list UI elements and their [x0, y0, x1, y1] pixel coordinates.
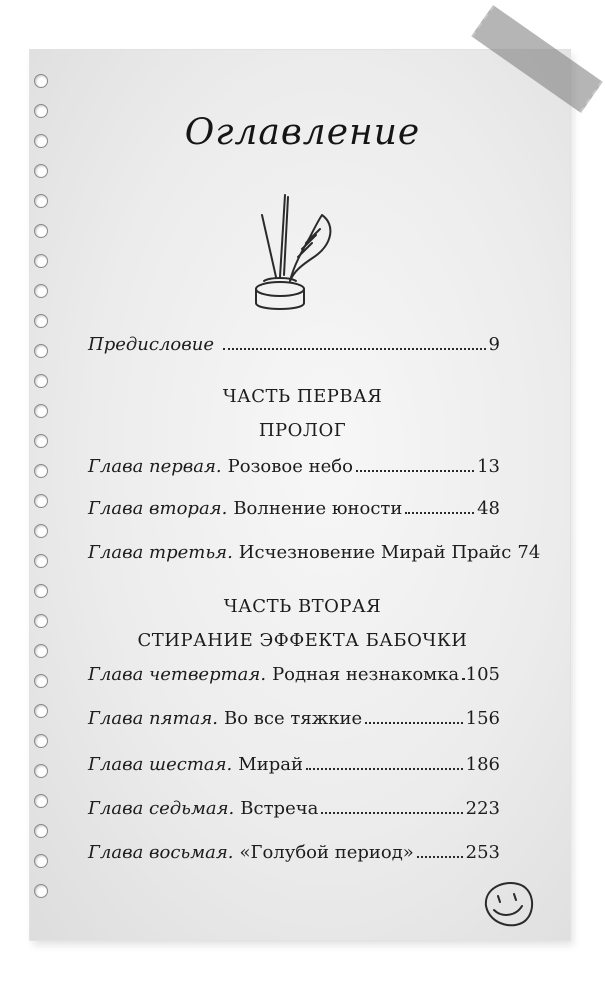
hole — [34, 794, 48, 808]
hole — [34, 314, 48, 328]
hole — [34, 554, 48, 568]
toc-entry-label: Глава седьмая. — [88, 798, 235, 819]
leader-dots — [306, 754, 463, 770]
hole — [34, 854, 48, 868]
toc-entry-page: 223 — [465, 798, 500, 819]
toc-entry-text: «Голубой период» — [239, 842, 414, 863]
spiral-holes — [30, 50, 60, 940]
hole — [34, 704, 48, 718]
toc-entry-page: 9 — [488, 334, 500, 355]
toc-entry-preface[interactable] — [88, 334, 500, 356]
toc-entry-label: Глава восьмая. — [88, 842, 234, 863]
hole — [34, 194, 48, 208]
hole — [34, 164, 48, 178]
part-subtitle: СТИРАНИЕ ЭФФЕКТА БАБОЧКИ — [137, 630, 468, 651]
hole — [34, 344, 48, 358]
toc-entry-page: 253 — [465, 842, 500, 863]
toc-entry-text: Во все тяжкие — [224, 708, 363, 729]
leader-dots — [223, 334, 486, 350]
hole — [34, 524, 48, 538]
hole — [34, 674, 48, 688]
toc-entry-page: 48 — [477, 498, 500, 519]
toc-entry-page: 105 — [465, 664, 500, 685]
toc-entry[interactable] — [88, 708, 500, 730]
toc-entry-label: Глава первая. — [88, 456, 222, 477]
toc-entry[interactable] — [88, 542, 541, 564]
leader-dots — [356, 456, 474, 472]
hole — [34, 254, 48, 268]
hole — [34, 494, 48, 508]
toc-entry-text: Волнение юности — [233, 498, 403, 519]
toc-entry[interactable] — [88, 754, 500, 776]
toc-entry[interactable] — [88, 842, 500, 864]
toc-entry-label: Глава вторая. — [88, 498, 228, 519]
inkwell-quill-icon — [240, 185, 350, 325]
smiley-face-icon — [478, 876, 538, 930]
part-subtitle: ПРОЛОГ — [258, 420, 347, 441]
toc-entry-label: Предисловие — [88, 334, 214, 355]
hole — [34, 284, 48, 298]
toc-entry-page: 74 — [517, 542, 541, 563]
leader-dots — [405, 498, 474, 514]
toc-entry-label: Глава пятая. — [88, 708, 218, 729]
hole — [34, 464, 48, 478]
toc-entry-text: Родная незнакомка — [272, 664, 460, 685]
hole — [34, 764, 48, 778]
toc-entry[interactable] — [88, 498, 500, 520]
toc-entry[interactable] — [88, 456, 500, 478]
toc-entry[interactable] — [88, 798, 500, 820]
toc-entry-text: Мирай — [238, 754, 303, 775]
hole — [34, 224, 48, 238]
toc-entry-text: Розовое небо — [227, 456, 353, 477]
hole — [34, 884, 48, 898]
toc-entry-label: Глава шестая. — [88, 754, 233, 775]
toc-entry-page: 13 — [477, 456, 500, 477]
toc-entry[interactable] — [88, 664, 500, 686]
page-title: Оглавление — [184, 112, 421, 153]
toc-entry-page: 156 — [465, 708, 500, 729]
leader-dots — [365, 708, 462, 724]
hole — [34, 74, 48, 88]
hole — [34, 734, 48, 748]
toc-entry-label: Глава третья. — [88, 542, 233, 563]
part-heading: ЧАСТЬ ВТОРАЯ — [223, 596, 382, 617]
toc-entry-page: 186 — [465, 754, 500, 775]
toc-entry-label: Глава четвертая. — [88, 664, 267, 685]
leader-dots — [321, 798, 462, 814]
hole — [34, 824, 48, 838]
toc-entry-text: Исчезновение Мирай Прайс — [238, 542, 512, 563]
leader-dots — [417, 842, 463, 858]
part-heading: ЧАСТЬ ПЕРВАЯ — [222, 386, 383, 407]
toc-entry-text: Встреча — [240, 798, 319, 819]
